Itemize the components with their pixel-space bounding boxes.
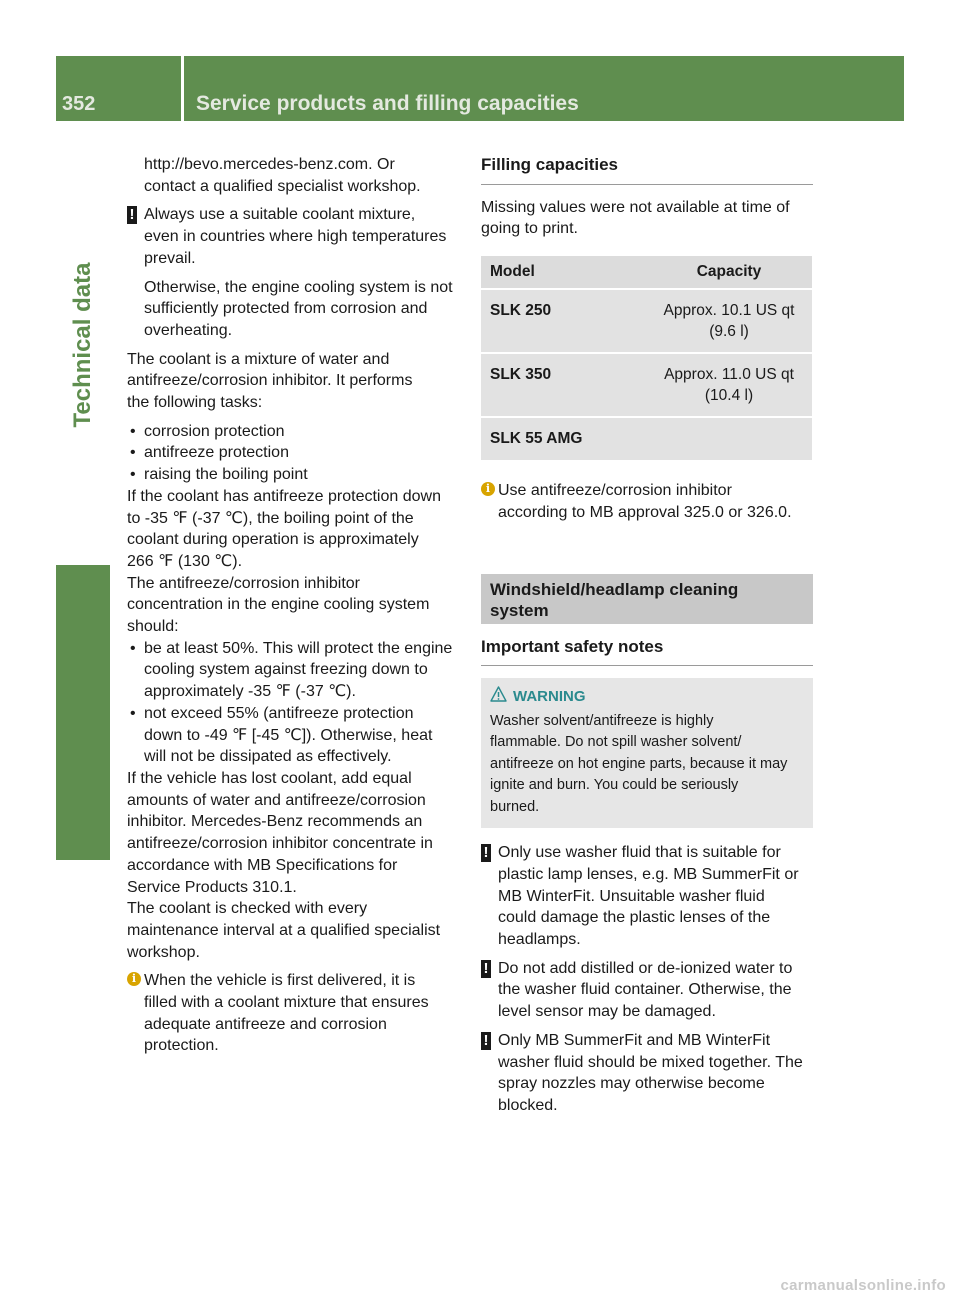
capacity-table xyxy=(481,254,812,462)
info-icon: i xyxy=(127,972,141,986)
model-cell: SLK 250 xyxy=(481,290,646,352)
list-item: • not exceed 55% (antifreeze protection down to -49 ℉ [-45 ℃]). Otherwise, heat will not be dissipated as effectively. xyxy=(127,703,463,768)
lost-coolant-paragraph: If the vehicle has lost coolant, add equal amounts of water and antifreeze/corrosion inhibitor. Mercedes-Benz recommends an antifreeze/corrosion inhibitor concentrate in accordance with MB Specifications for Service Products 310.1. xyxy=(127,769,433,896)
capacity-cell: Approx. 10.1 US qt (9.6 l) xyxy=(646,290,812,352)
warning-box: WARNING Washer solvent/antifreeze is highly flammable. Do not spill washer solvent/ antifreeze on hot engine parts, because it may ignite and burn. You could be seriously burned. xyxy=(481,678,813,828)
url-paragraph: http://bevo.mercedes-benz.com. Or contact a qualified specialist workshop. xyxy=(144,156,421,195)
coolant-description: The coolant is a mixture of water and antifreeze/corrosion inhibitor. It performs the following tasks: xyxy=(127,350,413,412)
antifreeze-info-note: i Use antifreeze/corrosion inhibitor according to MB approval 325.0 or 326.0. xyxy=(481,480,813,523)
table-row xyxy=(481,290,812,352)
page-number: 352 xyxy=(62,93,96,115)
model-cell: SLK 55 AMG xyxy=(481,418,646,460)
filling-capacities-heading: Filling capacities xyxy=(481,154,813,185)
washer-fluid-note: ! Only use washer fluid that is suitable for plastic lamp lenses, e.g. MB SummerFit or MB WinterFit. Unsuitable washer fluid could damage the plastic lenses of the headlamps. xyxy=(481,842,813,951)
boiling-point-paragraph: If the coolant has antifreeze protection down to -35 ℉ (-37 ℃), the boiling point of the coolant during operation is approximately 266 ℉ (130 ℃). xyxy=(127,487,441,570)
missing-values-paragraph: Missing values were not available at time of going to print. xyxy=(481,198,790,238)
section-side-tab xyxy=(56,565,110,860)
safety-notes-heading: Important safety notes xyxy=(481,636,813,667)
section-banner: Windshield/headlamp cleaning system xyxy=(481,574,813,624)
footer-watermark: carmanualsonline.info xyxy=(780,1277,946,1294)
table-row xyxy=(481,418,812,460)
page-header xyxy=(56,56,904,121)
section-side-label xyxy=(56,130,110,560)
right-column xyxy=(481,154,813,1117)
table-header-row xyxy=(481,256,812,288)
coolant-mixture-note: ! Always use a suitable coolant mixture, even in countries where high temperatures prevail. Otherwise, the engine cooling system is not sufficiently protected from corrosion and overheating. xyxy=(127,204,463,341)
task-list xyxy=(127,421,463,486)
exclamation-icon: ! xyxy=(127,206,137,224)
info-icon: i xyxy=(481,482,495,496)
list-item: • be at least 50%. This will protect the engine cooling system against freezing down to approximately -35 ℉ (-37 ℃). xyxy=(127,638,463,703)
model-cell: SLK 350 xyxy=(481,354,646,416)
side-label-text: Technical data xyxy=(69,262,96,428)
mixing-note: ! Only MB SummerFit and MB WinterFit washer fluid should be mixed together. The spray nozzles may otherwise become blocked. xyxy=(481,1030,813,1117)
left-column xyxy=(127,154,463,1057)
exclamation-icon: ! xyxy=(481,844,491,862)
list-item: • raising the boiling point xyxy=(127,464,463,486)
capacity-cell: Approx. 11.0 US qt (10.4 l) xyxy=(646,354,812,416)
page-title: Service products and filling capacities xyxy=(196,92,579,115)
warning-heading: WARNING xyxy=(490,686,805,708)
coolant-check-paragraph: The coolant is checked with every maintenance interval at a qualified specialist workshop. xyxy=(127,900,441,961)
exclamation-icon: ! xyxy=(481,960,491,978)
warning-triangle-icon xyxy=(490,686,507,702)
table-row xyxy=(481,354,812,416)
list-item: • antifreeze protection xyxy=(127,442,463,464)
concentration-paragraph: The antifreeze/corrosion inhibitor concentration in the engine cooling system should: xyxy=(127,574,430,636)
distilled-water-note: ! Do not add distilled or de-ionized water to the washer fluid container. Otherwise, the level sensor may be damaged. xyxy=(481,958,813,1023)
header-divider xyxy=(181,56,184,121)
exclamation-icon: ! xyxy=(481,1032,491,1050)
column-header-model: Model xyxy=(481,256,646,288)
delivery-info-note: i When the vehicle is first delivered, it is filled with a coolant mixture that ensures adequate antifreeze and corrosion protection. xyxy=(127,970,463,1057)
list-item: • corrosion protection xyxy=(127,421,463,443)
capacity-cell xyxy=(646,418,812,460)
column-header-capacity: Capacity xyxy=(646,256,812,288)
